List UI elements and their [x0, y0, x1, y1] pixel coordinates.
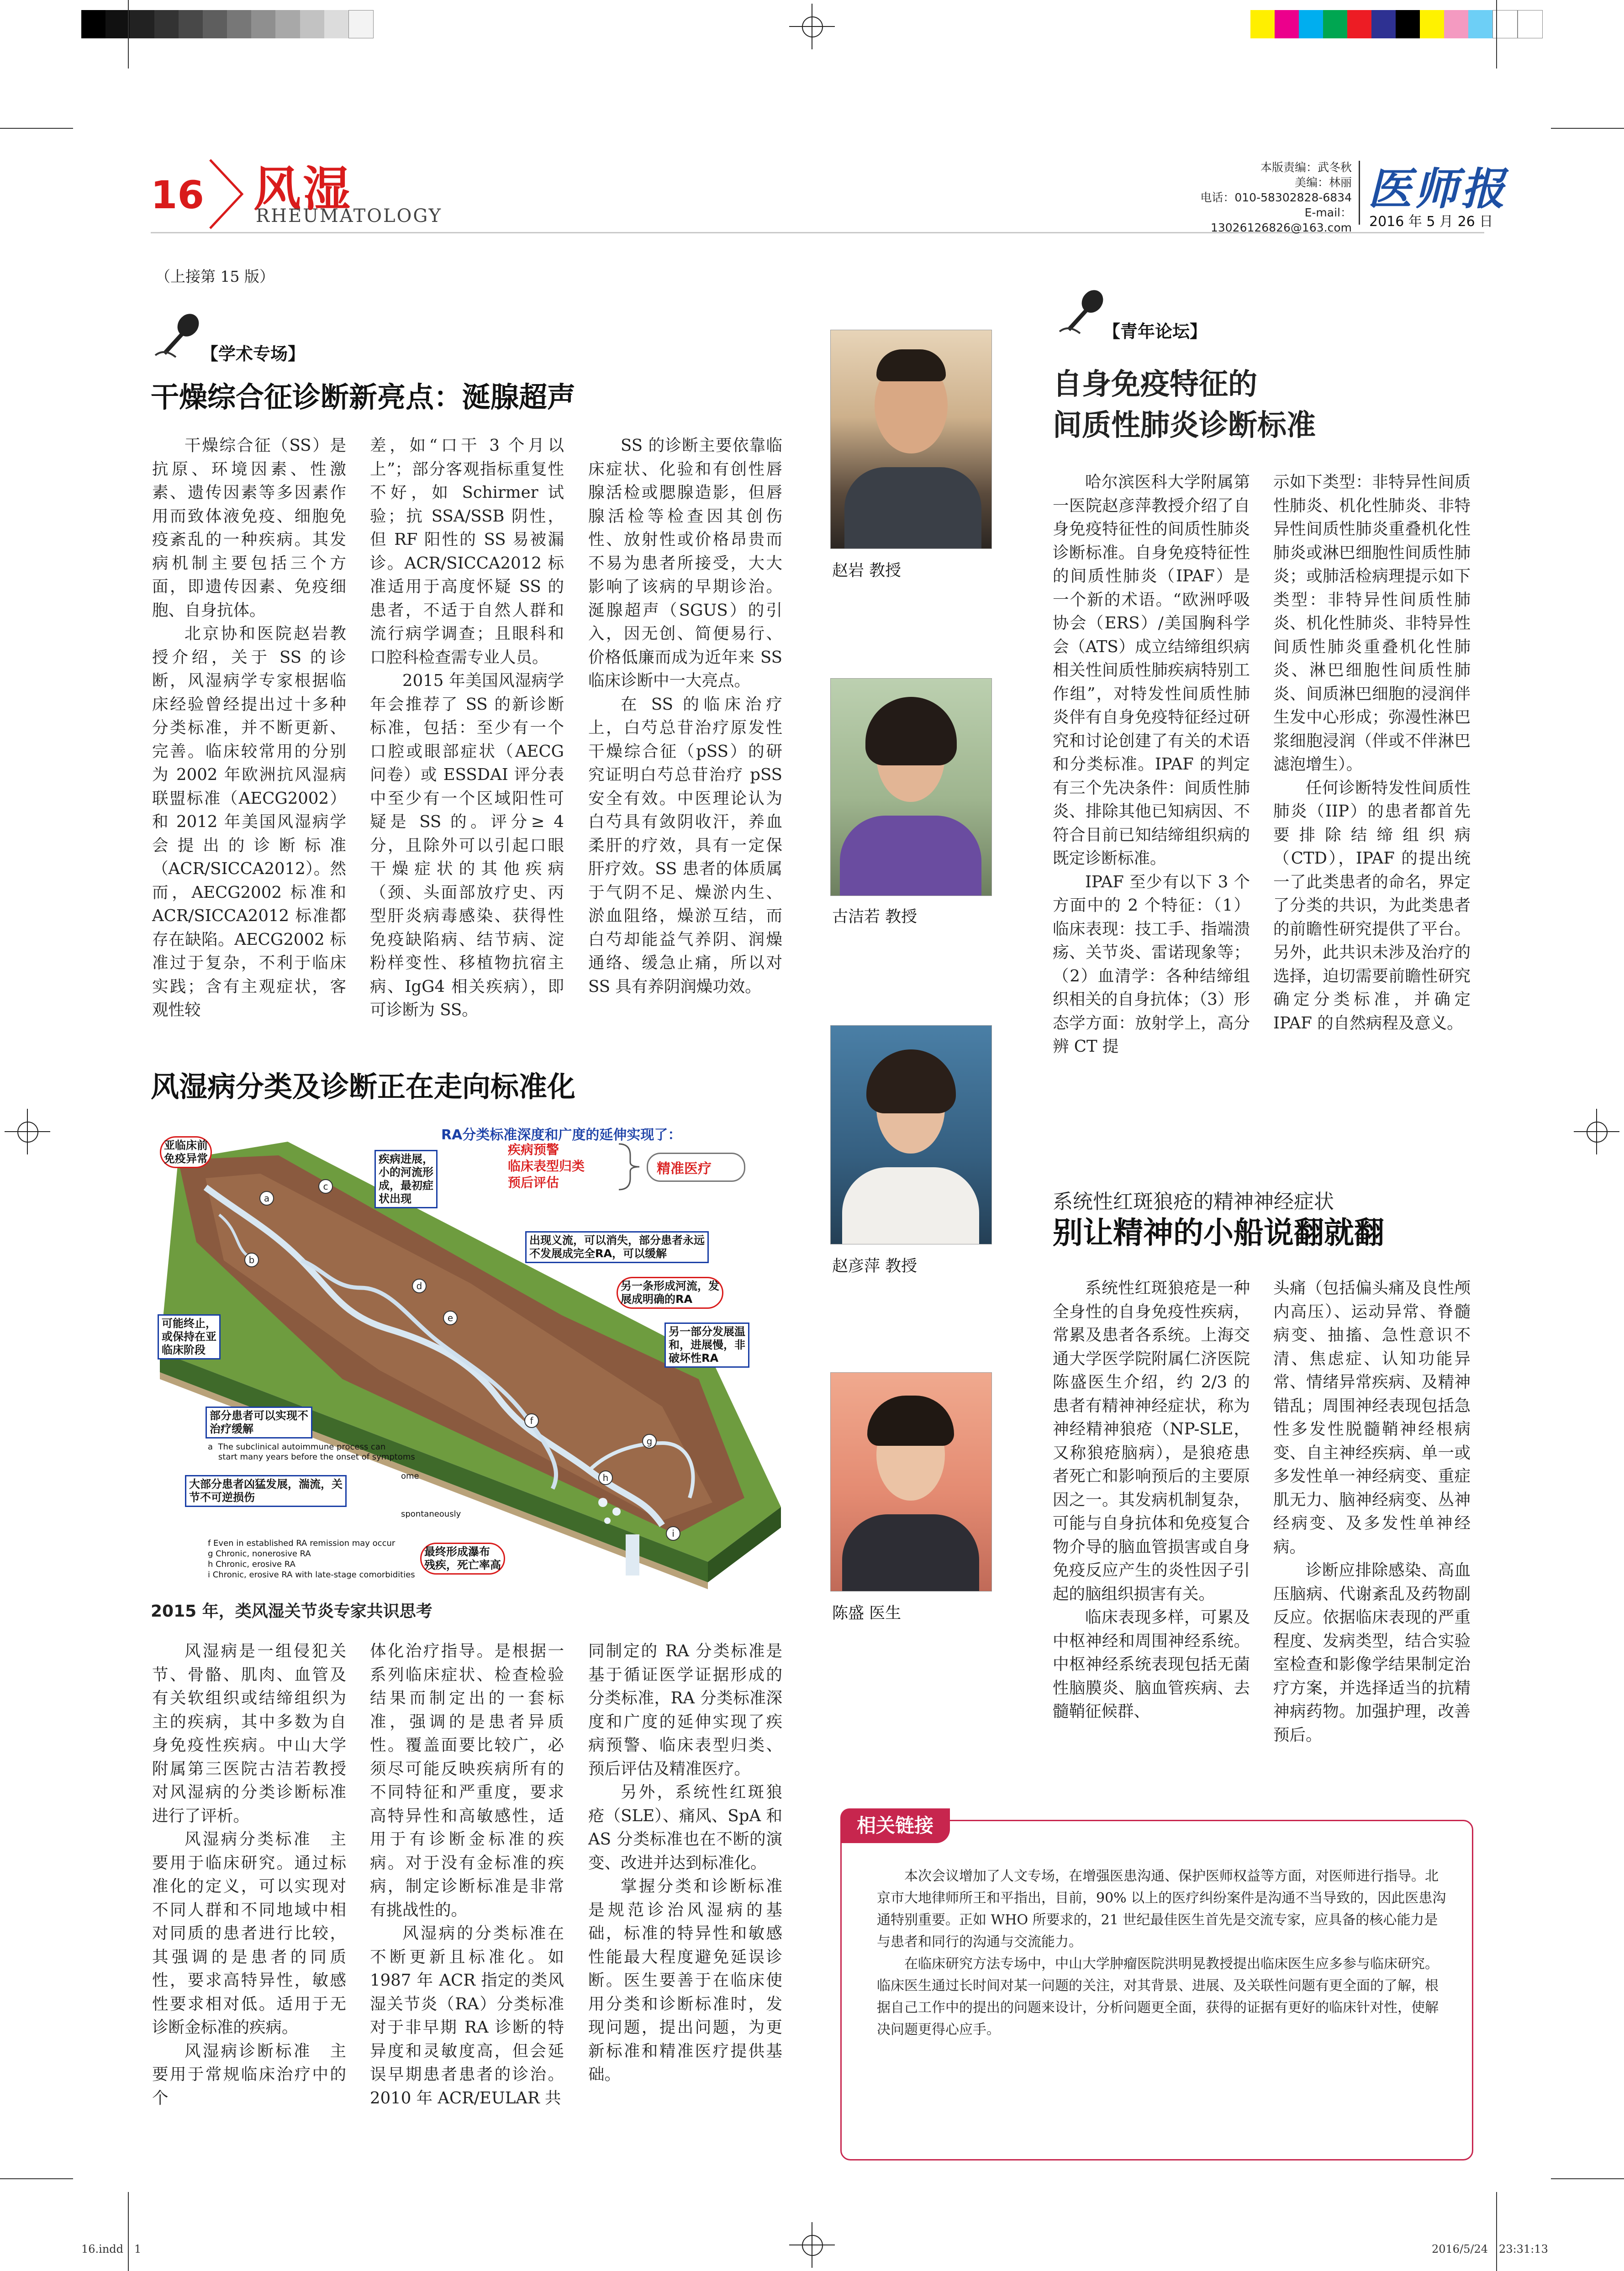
figure-top-item: 预后评估 [508, 1175, 559, 1190]
legend-fragment: ome [401, 1471, 419, 1481]
figure-top-item: 临床表型归类 [508, 1159, 585, 1174]
paragraph: 风湿病分类标准 主要用于临床研究。通过标准化的定义，可以实现对不同人群和不同地域中相对同质的患者进行比较，其强调的是患者的同质性，要求高特异性，敏感性要求相对低。适用于无诊断金标准的疾病。 [152, 1830, 346, 2037]
crop-mark [128, 0, 129, 68]
diagram-figure [151, 1123, 788, 1589]
article-title: 干燥综合征诊断新亮点：涎腺超声 [151, 380, 576, 414]
paragraph: 本次会议增加了人文专场，在增强医患沟通、保护医师权益等方面，对医师进行指导。北京市大地律师所王和平指出，目前，90% 以上的医疗纠纷案件是沟通不当导致的，因此医患沟通特别重要。正如 WHO 所要求的，21 世纪最佳医生首先是交流专家，应具备的核心能力是与患者和同行的沟通与交流能力。 [877, 1868, 1446, 1950]
editor-line: 电话：010-58302828-6834 [1200, 191, 1352, 204]
paragraph: 风湿病是一组侵犯关节、骨骼、肌肉、血管及有关软组织或结缔组织为主的疾病，其中多数为自身免疫性疾病。中山大学附属第三医院古洁若教授对风湿病的分类诊断标准进行了评析。 [152, 1642, 346, 1825]
legend-list [208, 1538, 415, 1580]
portrait-photo [830, 678, 992, 896]
portrait-hair [865, 697, 957, 765]
gray-calibration-bar [81, 10, 374, 38]
article-subtitle: 系统性红斑狼疮的精神神经症状 [1053, 1190, 1334, 1213]
node-label: h [598, 1470, 613, 1485]
crop-mark [128, 2192, 129, 2271]
legend-item: i Chronic, erosive RA with late-stage comorbidities [208, 1570, 415, 1580]
paragraph: 体化治疗指导。是根据一系列临床症状、检查检验结果而制定出的一套标准，强调的是患者异质性。覆盖面要比较广，必须尽可能反映疾病所有的不同特征和严重度，要求高特异性和高敏感性，适用于有诊断金标准的疾病。对于没有金标准的疾病，制定诊断标准是非常有挑战性的。 [370, 1642, 564, 1919]
crop-mark [1496, 2192, 1497, 2271]
editor-line: E-mail：13026126826@163.com [1210, 206, 1352, 234]
article-column [1053, 1276, 1250, 1723]
paper-logo: 医师报 [1368, 163, 1508, 215]
node-label: g [642, 1434, 657, 1449]
paragraph: 风湿病诊断标准 主要用于常规临床治疗中的个 [152, 2041, 346, 2108]
paragraph: 头痛（包括偏头痛及良性颅内高压）、运动异常、脊髓病变、抽搐、急性意识不清、焦虑症、认知功能异常、情绪异常疾病、及精神错乱；周围神经表现包括急性多发性脱髓鞘神经根病变、自主神经疾病、单一或多发性单一神经病变、重症肌无力、脑神经病变、丛神经病变、及多发性单神经病。 [1273, 1279, 1471, 1556]
microphone-icon [151, 311, 206, 362]
label-another-river: 另一条形成河流，发 展成明确的RA [617, 1277, 723, 1309]
color-calibration-bar [1250, 10, 1543, 38]
article-column [370, 1639, 564, 2110]
label-treat-remit: 部分患者可以实现不 治疗缓解 [206, 1407, 312, 1438]
footer-file: 16.indd 1 [81, 2243, 142, 2255]
portrait-photo [830, 330, 992, 549]
node-label: b [244, 1253, 259, 1267]
paragraph: 诊断应排除感染、高血压脑病、代谢紊乱及药物副反应。依据临床表现的严重程度、发病类型，结合实验室检查和影像学结果制定治疗方案，并选择适当的抗精神病药物。加强护理，改善预后。 [1273, 1561, 1471, 1744]
article-column [1273, 1276, 1471, 1747]
article-column [152, 434, 346, 1022]
brace-icon [617, 1142, 644, 1192]
portrait-photo [830, 1025, 992, 1244]
photo-caption: 古洁若 教授 [832, 908, 917, 926]
article-column [370, 434, 564, 1022]
related-links-text [877, 1865, 1448, 2041]
article-column [588, 434, 782, 998]
crop-mark [0, 128, 73, 129]
label-mild: 另一部分发展温 和，进展慢，非 破坏性RA [664, 1323, 749, 1368]
paragraph: 风湿病的分类标准在不断更新且标准化。如 1987 年 ACR 指定的类风湿关节炎（RA）分类标准对于非早期 RA 诊断的特异度和灵敏度高，但会延误早期患者患者的诊治。2010 年 ACR/EULAR 共 [370, 1924, 564, 2108]
portrait-body [844, 467, 981, 549]
chevron-right-icon [206, 158, 247, 231]
figure-top-item: 疾病预警 [508, 1142, 559, 1157]
masthead-divider [1359, 161, 1360, 225]
article-column [1053, 470, 1250, 1059]
legend-item: h Chronic, erosive RA [208, 1560, 295, 1569]
section-title: 风湿 [253, 161, 353, 217]
editor-info [1169, 160, 1352, 235]
paragraph: IPAF 至少有以下 3 个方面中的 2 个特征：（1）临床表现：技工手、指端溃疡、关节炎、雷诺现象等；（2）血清学：各种结缔组织相关的自身抗体；（3）形态学方面：放射学上，高分辨 CT 提 [1053, 872, 1250, 1056]
portrait-hair [876, 349, 946, 381]
portrait-photo [830, 1372, 992, 1591]
portrait-body [840, 816, 981, 896]
photo-caption: 赵彦萍 教授 [832, 1257, 917, 1275]
article-title-line: 间质性肺炎诊断标准 [1053, 408, 1316, 443]
legend-fragment: spontaneously [401, 1509, 461, 1519]
crop-mark [0, 2178, 73, 2179]
crop-mark [1496, 0, 1497, 68]
label-final: 最终形成瀑布 残疾，死亡率高 [420, 1543, 505, 1575]
label-progress: 疾病进展， 小的河流形 成，最初症 状出现 [374, 1150, 438, 1208]
crop-mark [1551, 2178, 1624, 2179]
paragraph: 示如下类型：非特异性间质性肺炎、机化性肺炎、非特异性间质性肺炎重叠机化性肺炎或淋巴细胞性间质性肺炎；或肺活检病理提示如下类型：非特异性间质性肺炎、机化性肺炎、非特异性间质性肺炎重叠机化性肺炎、淋巴细胞性间质性肺炎、间质淋巴细胞的浸润伴生发中心形成；弥漫性淋巴浆细胞浸润（伴或不伴淋巴滤泡增生）。 [1273, 473, 1471, 774]
registration-mark-bottom [789, 2222, 835, 2268]
node-label: f [524, 1413, 539, 1428]
paragraph: 哈尔滨医科大学附属第一医院赵彦萍教授介绍了自身免疫特征性的间质性肺炎诊断标准。自身免疫特征性的间质性肺炎（IPAF）是一个新的术语。“欧洲呼吸协会（ERS）/美国胸科学会（ATS）成立结缔组织病相关性间质性肺疾病特别工作组”，对特发性间质性肺炎伴有自身免疫特征经过研究和讨论创建了有关的术语和分类标准。IPAF 的判定有三个先决条件：间质性肺炎、排除其他已知病因、不符合目前已知结缔组织病的既定诊断标准。 [1053, 473, 1250, 868]
paragraph: 掌握分类和诊断标准是规范诊治风湿病的基础，标准的特异性和敏感性能最大程度避免延误诊断。医生要善于在临床使用分类和诊断标准时，发现问题，提出问题，为更新标准和精准医疗提供基础。 [588, 1877, 782, 2084]
article-title-line: 自身免疫特征的 [1053, 367, 1257, 401]
node-label: d [412, 1279, 427, 1293]
node-label: c [318, 1179, 333, 1194]
section-tag: 【学术专场】 [201, 344, 306, 364]
paragraph: 干燥综合征（SS）是抗原、环境因素、性激素、遗传因素等多因素作用而致体液免疫、细胞免疫紊乱的一种疾病。其发病机制主要包括三个方面，即遗传因素、免疫细胞、自身抗体。 [152, 436, 346, 620]
article-title: 别让精神的小船说翻就翻 [1053, 1215, 1384, 1250]
precision-medicine-label: 精准医疗 [657, 1161, 712, 1177]
portrait-body [842, 1514, 979, 1591]
paragraph: SS 的诊断主要依靠临床症状、化验和有创性唇腺活检或腮腺造影，但唇腺活检等检查因其创伤性、放射性或价格昂贵而不易为患者所接受，大大影响了该病的早期诊治。涎腺超声（SGUS）的引入，因无创、简便易行、价格低廉而成为近年来 SS 临床诊断中一大亮点。 [588, 436, 782, 690]
figure-caption: 2015 年，类风湿关节炎专家共识思考 [151, 1602, 432, 1621]
crop-mark [1551, 128, 1624, 129]
label-remission: 出现义流，可以消失，部分患者永远 不发展成完全RA，可以缓解 [525, 1231, 709, 1263]
paragraph: 任何诊断特发性间质性肺炎（IIP）的患者都首先要排除结缔组织病（CTD），IPAF 的提出统一了此类患者的命名，界定了分类的共识，为此类患者的前瞻性研究提供了平台。另外，此共识未涉及治疗的选择，迫切需要前瞻性研究确定分类标准，并确定 IPAF 的自然病程及意义。 [1273, 778, 1471, 1033]
registration-mark-right [1574, 1109, 1619, 1154]
portrait-hair [866, 1049, 956, 1113]
article-column [588, 1639, 782, 2087]
article-title: 风湿病分类及诊断正在走向标准化 [151, 1070, 576, 1103]
node-label: e [443, 1311, 458, 1325]
footer-timestamp: 2016/5/24 23:31:13 [1432, 2243, 1548, 2255]
legend-a: a The subclinical autoimmune process can start many years before the onset of symptoms [208, 1442, 415, 1462]
paragraph: 临床表现多样，可累及中枢神经和周围神经系统。中枢神经系统表现包括无菌性脑膜炎、脑血管疾病、去髓鞘征候群、 [1053, 1608, 1250, 1721]
photo-caption: 赵岩 教授 [832, 562, 902, 580]
legend-item: f Even in established RA remission may occur [208, 1539, 395, 1548]
microphone-icon [1055, 288, 1110, 338]
paragraph: 北京协和医院赵岩教授介绍，关于 SS 的诊断，风湿病学专家根据临床经验曾经提出过十多种分类标准，并不断更新、完善。临床较常用的分别为 2002 年欧洲抗风湿病联盟标准（AECG2002）和 2012 年美国风湿病学会提出的诊断标准（ACR/SICCA2012）。然而，AECG2002 标准和 ACR/SICCA2012 标准都存在缺陷。AECG2002 标准过于复杂，不利于临床实践；含有主观症状，客观性较 [152, 624, 346, 1019]
photo-caption: 陈盛 医生 [832, 1604, 902, 1623]
node-label: a [259, 1191, 274, 1206]
label-preclinical: 亚临床前 免疫异常 [160, 1136, 212, 1168]
portrait-body [842, 1167, 979, 1244]
registration-mark-top [789, 4, 835, 49]
portrait-hair [867, 1396, 954, 1446]
section-tag: 【青年论坛】 [1103, 321, 1207, 342]
article-column [152, 1639, 346, 2110]
continued-note: （上接第 15 版） [155, 268, 274, 285]
paragraph: 在临床研究方法专场中，中山大学肿瘤医院洪明晃教授提出临床医生应多参与临床研究。临床医生通过长时间对某一问题的关注，对其背景、进展、及关联性问题有更全面的了解，根据自己工作中的提出的问题来设计，分析问题更全面，获得的证据有更好的临床针对性，使解决问题更得心应手。 [877, 1956, 1439, 2038]
node-label: i [666, 1526, 680, 1541]
article-column [1273, 470, 1471, 1035]
figure-top-items [508, 1142, 585, 1191]
page-number: 16 [151, 173, 204, 217]
legend-item: g Chronic, nonerosive RA [208, 1549, 311, 1559]
editor-line: 美编：林丽 [1294, 176, 1352, 189]
figure-top-title: RA分类标准深度和广度的延伸实现了： [441, 1127, 682, 1143]
issue-date: 2016 年 5 月 26 日 [1369, 214, 1493, 230]
label-fast: 大部分患者凶猛发展，湍流，关 节不可逆损伤 [185, 1475, 347, 1507]
registration-mark-left [5, 1109, 50, 1154]
paragraph: 同制定的 RA 分类标准是基于循证医学证据形成的分类标准，RA 分类标准深度和广度的延伸实现了疾病预警、临床表型归类、预后评估及精准医疗。 [588, 1642, 782, 1778]
label-subclinical: 可能终止， 或保持在亚 临床阶段 [158, 1314, 221, 1359]
paragraph: 2015 年美国风湿病学年会推荐了 SS 的新诊断标准，包括：至少有一个口腔或眼部症状（AECG 问卷）或 ESSDAI 评分表中至少有一个区域阳性可疑是 SS 的。评分≥ 4 分，且除外可以引起口眼干燥症状的其他疾病（颈、头面部放疗史、丙型肝炎病毒感染、获得性免疫缺陷病、结节病、淀粉样变性、移植物抗宿主病、IgG4 相关疾病），即可诊断为 SS。 [370, 671, 564, 1019]
paragraph: 差，如“口干 3 个月以上”；部分客观指标重复性不好，如 Schirmer 试验；抗 SSA/SSB 阴性，但 RF 阳性的 SS 易被漏诊。ACR/SICCA2012 标准适用于高度怀疑 SS 的患者，不适于自然人群和流行病学调查；且眼科和口腔科检查需专业人员。 [370, 436, 564, 667]
section-subtitle: RHEUMATOLOGY [256, 205, 443, 227]
related-links-tag: 相关链接 [840, 1808, 950, 1843]
editor-line: 本版责编：武冬秋 [1260, 161, 1352, 174]
paragraph: 另外，系统性红斑狼疮（SLE）、痛风、SpA 和 AS 分类标准也在不断的演变、改进并达到标准化。 [588, 1783, 782, 1872]
paragraph: 在 SS 的临床治疗上，白芍总苷治疗原发性干燥综合征（pSS）的研究证明白芍总苷治疗 pSS 安全有效。中医理论认为白芍具有敛阴收汗，养血柔肝的疗效，具有一定保肝疗效。SS 患者的体质属于气阴不足、燥淤内生、淤血阻络，燥淤互结，而白芍却能益气养阴、润燥通络、缓急止痛，所以对 SS 具有养阴润燥功效。 [588, 695, 782, 996]
paragraph: 系统性红斑狼疮是一种全身性的自身免疫性疾病，常累及患者各系统。上海交通大学医学院附属仁济医院陈盛医生介绍，约 2/3 的患者有精神神经症状，称为神经精神狼疮（NP-SLE，又称狼疮脑病），是狼疮患者死亡和影响预后的主要原因之一。其发病机制复杂，可能与自身抗体和免疫复合物介导的脑血管损害或自身免疫反应产生的炎性因子引起的脑组织损害有关。 [1053, 1279, 1250, 1603]
